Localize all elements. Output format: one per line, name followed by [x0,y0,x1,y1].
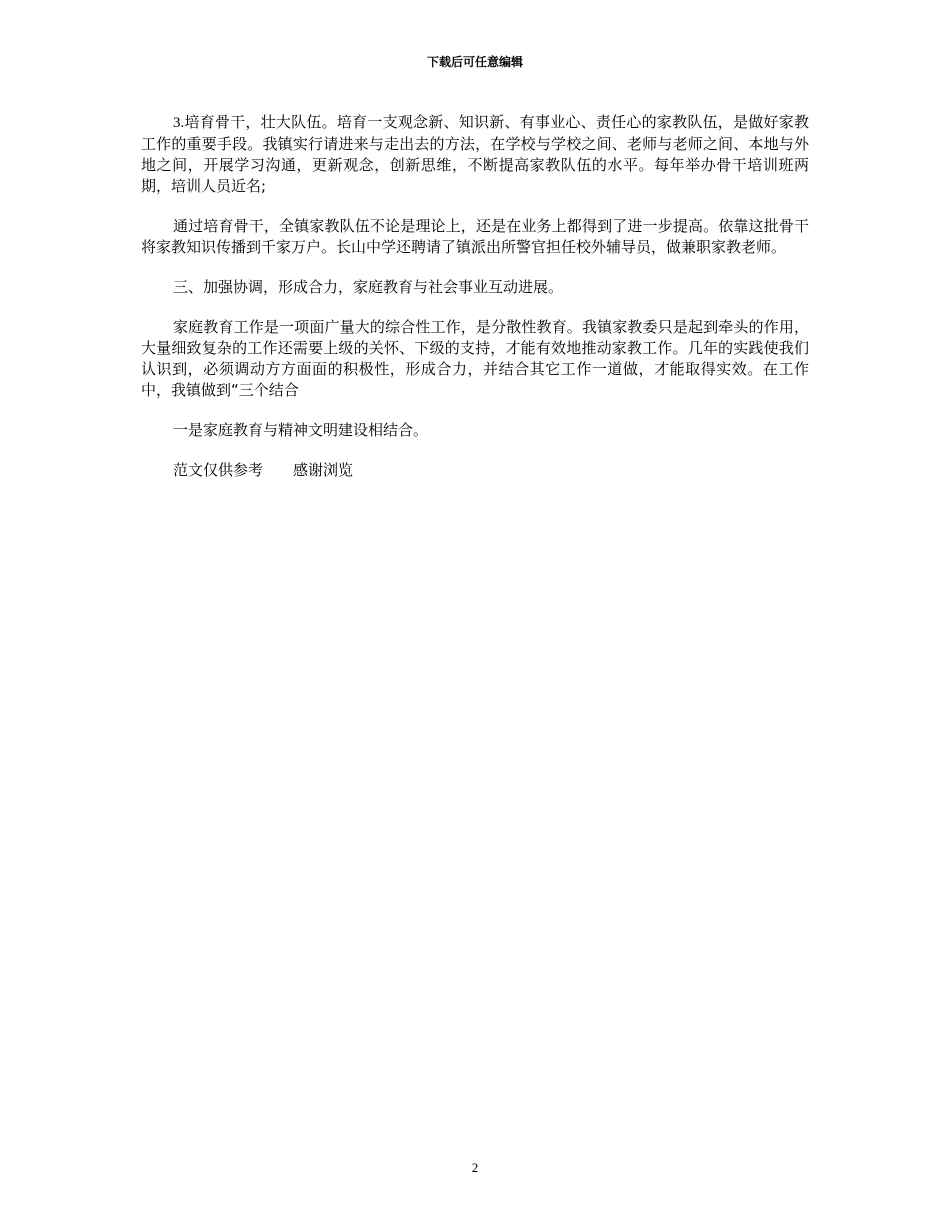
paragraph-text: 培育骨干，壮大队伍。培育一支观念新、知识新、有事业心、责任心的家教队伍，是做好家教工作的重要手段。我镇实行请进来与走出去的方法，在学校与学校之间、老师与老师之间、本地与外地之间，开展学习沟通，更新观念，创新思维，不断提高家教队伍的水平。每年举办骨干培训班两期，培训人员近名; [141,113,809,195]
closing-note [141,460,809,481]
page-number: 2 [471,1160,479,1175]
paragraph-first-combination: 一是家庭教育与精神文明建设相结合。 [173,421,429,439]
paragraph-number: 3. [173,115,185,131]
document-body [141,112,809,481]
closing-note-reference: 范文仅供参考 [173,461,264,479]
section-heading-coordination: 三、加强协调，形成合力，家庭教育与社会事业互动进展。 [173,278,564,296]
closing-note-thanks: 感谢浏览 [293,461,354,479]
page-header: 下载后可任意编辑 [426,55,523,69]
paragraph-team-improvement: 通过培育骨干，全镇家教队伍不论是理论上，还是在业务上都得到了进一步提高。依靠这批骨干将家教知识传播到千家万户。长山中学还聘请了镇派出所警官担任校外辅导员，做兼职家教老师。 [141,217,809,256]
paragraph-family-education: 家庭教育工作是一项面广量大的综合性工作，是分散性教育。我镇家教委只是起到牵头的作用，大量细致复杂的工作还需要上级的关怀、下级的支持，才能有效地推动家教工作。几年的实践使我们认识到，必须调动方方面面的积极性，形成合力，并结合其它工作一道做，才能取得实效。在工作中，我镇做到“三个结合 [141,318,809,399]
paragraph-training-backbone [141,112,809,197]
